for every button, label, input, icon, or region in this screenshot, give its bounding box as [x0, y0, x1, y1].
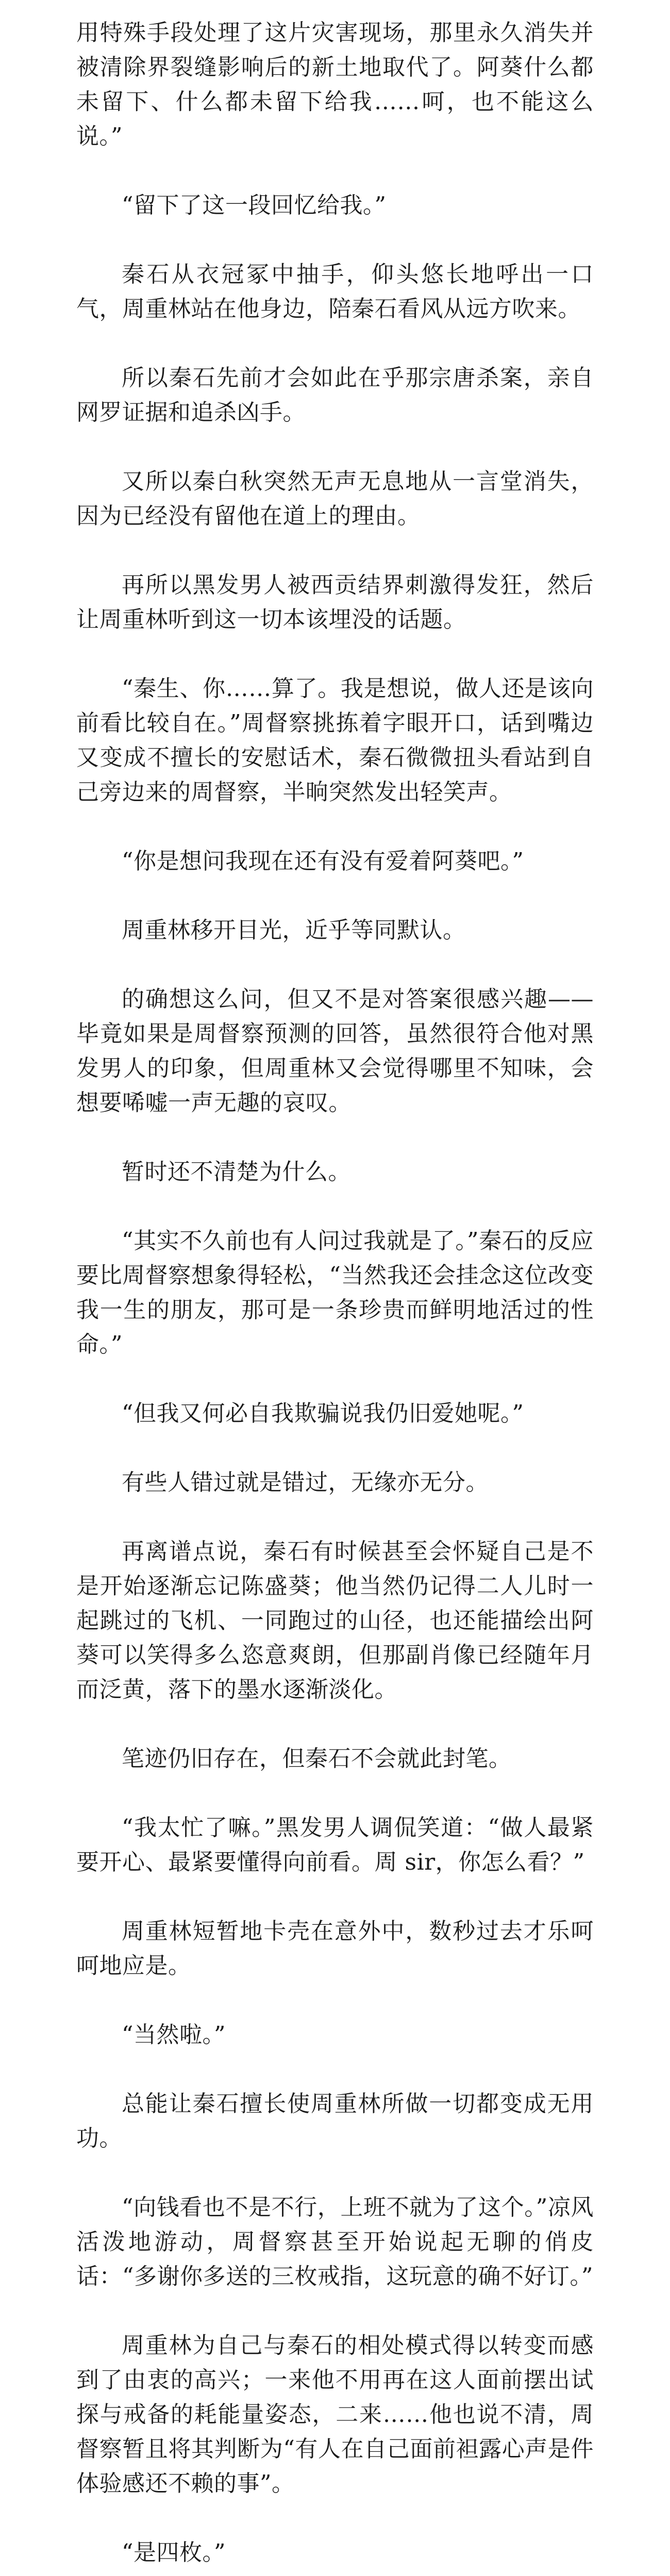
paragraph: 有些人错过就是错过，无缘亦无分。 — [122, 1469, 489, 1496]
paragraph: 周重林移开目光，近乎等同默认。 — [122, 917, 466, 943]
paragraph: “其实不久前也有人问过我就是了。”秦石的反应要比周督察想象得轻松，“当然我还会挂念这位改变我一生的朋友，那可是一条珍贵而鲜明地活过的性命。” — [76, 1228, 594, 1358]
paragraph: “向钱看也不是不行，上班不就为了这个。”凉风活泼地游动，周督察甚至开始说起无聊的俏皮话：“多谢你多送的三枚戒指，这玩意的确不好订。” — [76, 2194, 594, 2290]
paragraph: 暂时还不清楚为什么。 — [122, 1159, 351, 1185]
paragraph: “我太忙了嘛。”黑发男人调侃笑道：“做人最紧要开心、最紧要懂得向前看。周 sir，你怎么看？” — [76, 1815, 594, 1875]
paragraph: 再离谱点说，秦石有时候甚至会怀疑自己是不是开始逐渐忘记陈盛葵；他当然仍记得二人儿时一起跳过的飞机、一同跑过的山径，也还能描绘出阿葵可以笑得多么恣意爽朗，但那副肖像已经随年月而泛黄，落下的墨水逐渐淡化。 — [76, 1538, 594, 1703]
paragraph: 的确想这么问，但又不是对答案很感兴趣——毕竟如果是周督察预测的回答，虽然很符合他对黑发男人的印象，但周重林又会觉得哪里不知味，会想要唏嘘一声无趣的哀叹。 — [76, 986, 594, 1116]
paragraph: 又所以秦白秋突然无声无息地从一言堂消失，因为已经没有留他在道上的理由。 — [76, 468, 594, 529]
paragraph: 所以秦石先前才会如此在乎那宗唐杀案，亲自网罗证据和追杀凶手。 — [76, 365, 594, 426]
paragraph: “是四枚。” — [122, 2539, 226, 2566]
paragraph: 笔迹仍旧存在，但秦石不会就此封笔。 — [122, 1745, 512, 1772]
paragraph: 再所以黑发男人被西贡结界刺激得发狂，然后让周重林听到这一切本该埋没的话题。 — [76, 572, 594, 633]
paragraph: 秦石从衣冠冢中抽手，仰头悠长地呼出一口气，周重林站在他身边，陪秦石看风从远方吹来。 — [76, 261, 594, 322]
paragraph: 周重林为自己与秦石的相处模式得以转变而感到了由衷的高兴；一来他不用再在这人面前摆出试探与戒备的耗能量姿态，二来……他也说不清，周督察暂且将其判断为“有人在自己面前袒露心声是件体验感还不赖的事”。 — [76, 2332, 594, 2497]
paragraph: 用特殊手段处理了这片灾害现场，那里永久消失并被清除界裂缝影响后的新土地取代了。阿葵什么都未留下、什么都未留下给我……呵，也不能这么说。” — [76, 20, 594, 149]
page-body — [76, 15, 594, 2576]
paragraph: “当然啦。” — [122, 2022, 226, 2048]
paragraph: 周重林短暂地卡壳在意外中，数秒过去才乐呵呵地应是。 — [76, 1918, 594, 1979]
paragraph: “你是想问我现在还有没有爱着阿葵吧。” — [122, 848, 524, 874]
paragraph: “但我又何必自我欺骗说我仍旧爱她呢。” — [122, 1400, 524, 1427]
paragraph: 总能让秦石擅长使周重林所做一切都变成无用功。 — [76, 2091, 594, 2151]
paragraph: “留下了这一段回忆给我。” — [122, 192, 387, 218]
paragraph: “秦生、你……算了。我是想说，做人还是该向前看比较自在。”周督察挑拣着字眼开口，话到嘴边又变成不擅长的安慰话术，秦石微微扭头看站到自己旁边来的周督察，半晌突然发出轻笑声。 — [76, 675, 594, 805]
